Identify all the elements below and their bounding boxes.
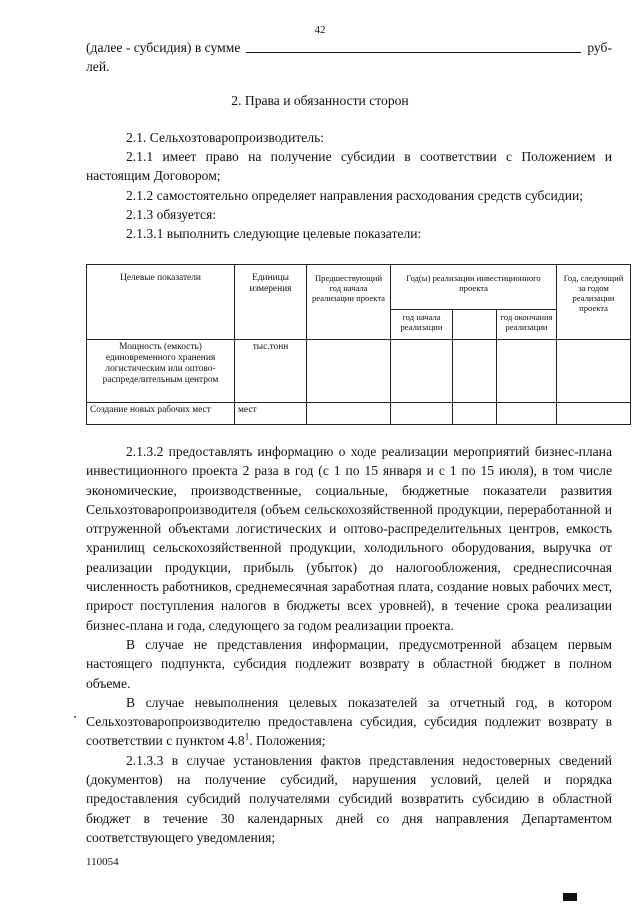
paragraph-2-1-1: 2.1.1 имеет право на получение субсидии в соответствии с Положением и настоящим Договором; <box>86 149 612 184</box>
section-2-1 <box>86 128 612 243</box>
row-indicator-name: Создание новых рабочих мест <box>87 403 235 425</box>
subsidy-amount-line <box>86 38 612 76</box>
row-empty-cell <box>557 340 631 403</box>
target-indicators-table <box>86 264 631 425</box>
page-number: 42 <box>314 24 326 36</box>
row-unit: мест <box>235 403 307 425</box>
header-next-year: Год, следующий за годом реализации проекта <box>557 265 631 340</box>
row-unit: тыс.тонн <box>235 340 307 403</box>
scan-speck <box>74 716 76 718</box>
paragraph-2-1-3-2: 2.1.3.2 предоставлять информацию о ходе реализации мероприятий бизнес-плана инвестиционного проекта 2 раза в год (с 1 по 15 января и с 1 по 15 июля), в том числе экономические, производственные, социальные, бюджетные показатели развития Сельхозтоваропроизводителя (объем сельскохозяйственной продукции, переработанной и отгруженной объектами логистических и оптово-распределительных центров, емкость хранилищ сельскохозяйственной продукции, холодильного оборудования, выручка от реализации продукции, прибыль (убыток) до налогообложения, среднесписочная численность работников, среднемесячная заработная плата, создание новых рабочих мест, прирост поступления налогов в бюджеты всех уровней), в течение срока реализации бизнес-плана и года, следующего за годом реализации проекта. <box>86 444 612 633</box>
header-middle-year-cell <box>453 310 497 340</box>
subsidy-amount-prefix: (далее - субсидия) в сумме <box>86 40 241 55</box>
table-row <box>87 340 631 403</box>
header-previous-year: Предшествующий год начала реализации проекта <box>307 265 391 340</box>
row-empty-cell <box>557 403 631 425</box>
subsidy-amount-continuation: лей. <box>86 59 110 75</box>
section-title: 2. Права и обязанности сторон <box>231 93 409 108</box>
table-row <box>87 403 631 425</box>
row-empty-cell <box>307 340 391 403</box>
amount-blank-line <box>246 51 581 53</box>
paragraph-2-1-3: 2.1.3 обязуется: <box>126 206 217 222</box>
footnote-marker: 1 <box>244 731 250 742</box>
row-empty-cell <box>453 403 497 425</box>
document-id: 110054 <box>86 856 119 868</box>
scan-mark <box>563 893 577 901</box>
paragraph-2-1-3-1: 2.1.3.1 выполнить следующие целевые показатели: <box>126 226 422 242</box>
row-empty-cell <box>453 340 497 403</box>
subsidy-amount-suffix: руб- <box>587 40 612 55</box>
paragraph-information-return: В случае не представления информации, предусмотренной абзацем первым настоящего подпункта, субсидия подлежит возврату в областной бюджет в полном объеме. <box>86 636 612 691</box>
row-empty-cell <box>497 340 557 403</box>
paragraph-2-1-2: 2.1.2 самостоятельно определяет направления расходования средств субсидии; <box>126 187 584 203</box>
section-2-1-3-2 <box>86 442 612 847</box>
row-empty-cell <box>391 403 453 425</box>
header-end-year: год окончания реализации <box>497 310 557 340</box>
paragraph-targets-return-end: . Положения; <box>249 733 326 749</box>
paragraph-2-1-3-3: 2.1.3.3 в случае установления фактов представления недостоверных сведений (документов) на получение субсидий, нарушения условий, целей и порядка предоставления субсидий получателями субсидий возвратить субсидию в областной бюджет в течение 30 календарных дней со дня направления Департаментом соответствующего уведомления; <box>86 752 612 845</box>
header-implementation-years: Год(ы) реализации инвестиционного проекта <box>391 265 557 310</box>
row-empty-cell <box>307 403 391 425</box>
header-start-year: год начала реализации <box>391 310 453 340</box>
header-units: Единицы измерения <box>235 265 307 340</box>
header-indicators: Целевые показатели <box>87 265 235 340</box>
row-indicator-name: Мощность (емкость) единовременного хранения логистическим или оптово-распределительным центром <box>87 340 235 403</box>
paragraph-targets-return <box>86 693 612 751</box>
row-empty-cell <box>391 340 453 403</box>
paragraph-2-1: 2.1. Сельхозтоваропроизводитель: <box>126 130 325 145</box>
row-empty-cell <box>497 403 557 425</box>
paragraph-targets-return-text: В случае невыполнения целевых показателей за отчетный год, в котором Сельхозтоваропроизводителю предоставлена субсидия, субсидия подлежит возврату в соответствии с пунктом 4.8 <box>86 694 612 749</box>
